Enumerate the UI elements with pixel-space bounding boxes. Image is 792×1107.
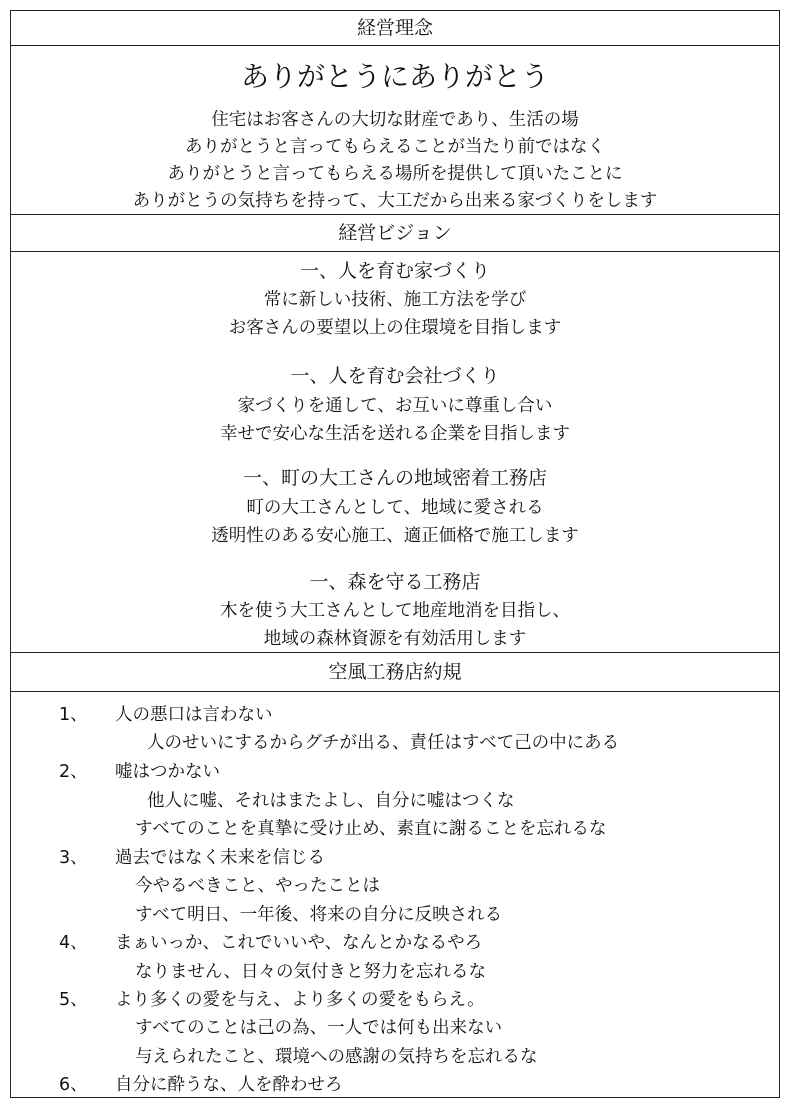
- vision-header: 経営ビジョン: [11, 215, 779, 252]
- vision-title: 一、町の大工さんの地域密着工務店: [242, 467, 547, 489]
- rules-header: 空風工務店約規: [11, 653, 779, 692]
- rule-title: 過去ではなく未来を信じる: [115, 848, 325, 868]
- philosophy-line: ありがとうと言ってもらえる場所を提供して頂いたことに: [167, 164, 623, 184]
- vision-line: 幸せで安心な生活を送れる企業を目指します: [220, 424, 570, 444]
- rule-line: すべてのことは己の為、一人では何も出来ない: [135, 1018, 503, 1038]
- vision-title: 一、人を育む家づくり: [299, 260, 490, 282]
- philosophy-line: ありがとうの気持ちを持って、大工だから出来る家づくりをします: [132, 191, 658, 211]
- rule-line: なりません、日々の気付きと努力を忘れるな: [135, 962, 487, 982]
- rule-title: 嘘はつかない: [115, 762, 220, 782]
- rule-number: 2、: [59, 762, 88, 782]
- rule-number: 3、: [59, 848, 88, 868]
- vision-line: お客さんの要望以上の住環境を目指します: [228, 318, 562, 338]
- document-frame: [10, 10, 780, 1098]
- rule-line: すべて明日、一年後、将来の自分に反映される: [135, 905, 503, 925]
- rule-line: 今やるべきこと、やったことは: [135, 876, 380, 896]
- vision-line: 常に新しい技術、施工方法を学び: [263, 290, 527, 310]
- rule-number: 1、: [59, 705, 88, 725]
- rule-line: 人のせいにするからグチが出る、責任はすべて己の中にある: [147, 733, 620, 753]
- vision-line: 透明性のある安心施工、適正価格で施工します: [211, 526, 579, 546]
- rule-line: 他人に嘘、それはまたよし、自分に嘘はつくな: [147, 791, 515, 811]
- rule-title: 人の悪口は言わない: [115, 705, 273, 725]
- vision-line: 町の大工さんとして、地域に愛される: [246, 498, 544, 518]
- philosophy-motto: ありがとうにありがとう: [240, 60, 549, 93]
- rule-line: 与えられたこと、環境への感謝の気持ちを忘れるな: [135, 1047, 538, 1067]
- rule-title: まぁいっか、これでいいや、なんとかなるやろ: [115, 933, 483, 953]
- philosophy-header: 経営理念: [11, 11, 779, 46]
- rule-title: より多くの愛を与え、より多くの愛をもらえ。: [115, 990, 485, 1010]
- vision-line: 地域の森林資源を有効活用します: [263, 629, 527, 649]
- rule-title: 自分に酔うな、人を酔わせろ: [115, 1075, 343, 1095]
- vision-title: 一、森を守る工務店: [309, 571, 481, 593]
- rule-number: 6、: [59, 1075, 88, 1095]
- vision-line: 家づくりを通して、お互いに尊重し合い: [237, 396, 553, 416]
- philosophy-line: ありがとうと言ってもらえることが当たり前ではなく: [185, 137, 605, 157]
- vision-title: 一、人を育む会社づくり: [290, 365, 500, 387]
- vision-line: 木を使う大工さんとして地産地消を目指し、: [220, 601, 570, 621]
- rule-number: 4、: [59, 933, 88, 953]
- rule-line: すべてのことを真摯に受け止め、素直に謝ることを忘れるな: [135, 819, 607, 839]
- rule-number: 5、: [59, 990, 88, 1010]
- philosophy-line: 住宅はお客さんの大切な財産であり、生活の場: [211, 110, 579, 130]
